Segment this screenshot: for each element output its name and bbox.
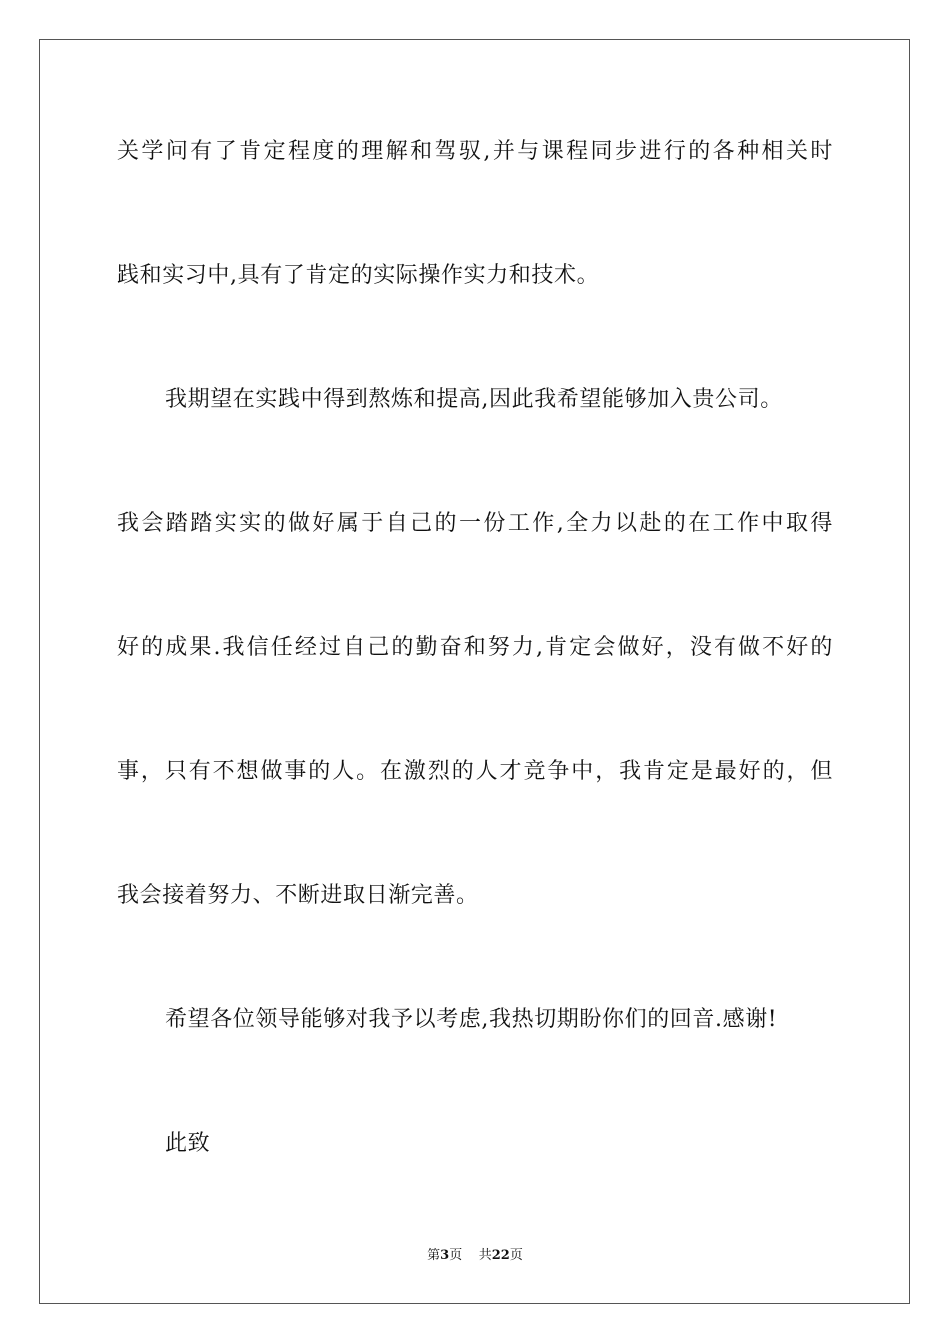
body-line-7: 我会接着努力、不断进取日渐完善。 (117, 883, 479, 908)
body-line-2: 践和实习中,具有了肯定的实际操作实力和技术。 (117, 263, 600, 288)
footer-total-pages: 22 (491, 1248, 510, 1263)
footer-prefix: 第 (427, 1248, 441, 1263)
body-line-8: 希望各位领导能够对我予以考虑,我热切期盼你们的回音.感谢! (165, 1007, 778, 1032)
footer-current-page: 3 (440, 1248, 450, 1263)
body-line-4: 我会踏踏实实的做好属于自己的一份工作,全力以赴的在工作中取得 (117, 511, 833, 536)
body-line-5: 好的成果.我信任经过自己的勤奋和努力,肯定会做好，没有做不好的 (117, 635, 833, 660)
body-line-1: 关学问有了肯定程度的理解和驾驭,并与课程同步进行的各种相关时 (117, 139, 833, 164)
body-line-6: 事，只有不想做事的人。在激烈的人才竞争中，我肯定是最好的，但 (117, 759, 833, 784)
footer-middle: 页 共 (449, 1248, 492, 1263)
page-number-footer (0, 1247, 950, 1265)
body-line-3: 我期望在实践中得到熬炼和提高,因此我希望能够加入贵公司。 (165, 387, 783, 412)
footer-suffix: 页 (509, 1248, 523, 1263)
page-border (39, 39, 910, 1304)
closing-salutation: 此致 (165, 1131, 211, 1156)
